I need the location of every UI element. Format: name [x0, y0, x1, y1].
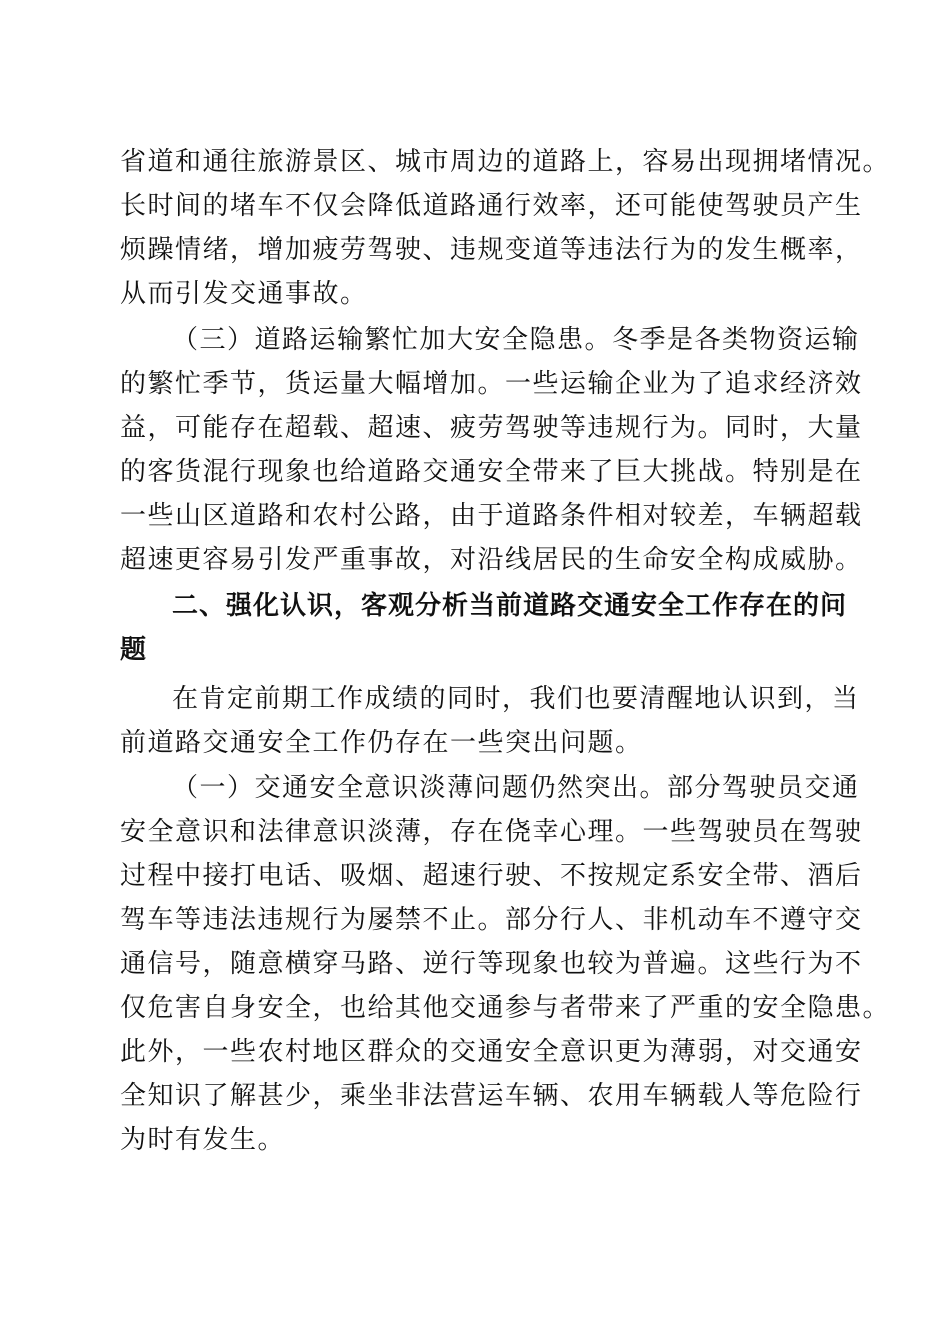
paragraph-line: （一）交通安全意识淡薄问题仍然突出。部分驾驶员交通 — [172, 773, 860, 803]
paragraph-line: 在肯定前期工作成绩的同时，我们也要清醒地认识到，当 — [172, 684, 860, 714]
paragraph-line: （三）道路运输繁忙加大安全隐患。冬季是各类物资运输 — [172, 325, 860, 355]
paragraph-line: 安全意识和法律意识淡薄，存在侥幸心理。一些驾驶员在驾驶 — [120, 817, 863, 847]
paragraph-line: 仅危害自身安全，也给其他交通参与者带来了严重的安全隐患。 — [120, 993, 891, 1023]
paragraph-line: 烦躁情绪，增加疲劳驾驶、违规变道等违法行为的发生概率， — [120, 235, 863, 265]
paragraph-line: 从而引发交通事故。 — [120, 279, 368, 309]
paragraph-line: 为时有发生。 — [120, 1125, 286, 1155]
paragraph-line: 前道路交通安全工作仍存在一些突出问题。 — [120, 728, 643, 758]
paragraph-line: 此外，一些农村地区群众的交通安全意识更为薄弱，对交通安 — [120, 1037, 863, 1067]
paragraph-congestion-continued — [120, 140, 891, 316]
heading-line: 题 — [120, 635, 148, 665]
paragraph-line: 全知识了解甚少，乘坐非法营运车辆、农用车辆载人等危险行 — [120, 1081, 863, 1111]
paragraph-line: 长时间的堵车不仅会降低道路通行效率，还可能使驾驶员产生 — [120, 191, 863, 221]
paragraph-line: 超速更容易引发严重事故，对沿线居民的生命安全构成威胁。 — [120, 545, 863, 575]
section-heading — [120, 584, 848, 672]
paragraph-line: 益，可能存在超载、超速、疲劳驾驶等违规行为。同时，大量 — [120, 413, 863, 443]
paragraph-line: 过程中接打电话、吸烟、超速行驶、不按规定系安全带、酒后 — [120, 861, 863, 891]
paragraph-line: 驾车等违法违规行为屡禁不止。部分行人、非机动车不遵守交 — [120, 905, 863, 935]
paragraph-line: 通信号，随意横穿马路、逆行等现象也较为普遍。这些行为不 — [120, 949, 863, 979]
paragraph-transport-busy — [120, 318, 863, 582]
paragraph-line: 的繁忙季节，货运量大幅增加。一些运输企业为了追求经济效 — [120, 369, 863, 399]
paragraph-safety-awareness — [120, 766, 891, 1162]
paragraph-intro-problems — [120, 677, 860, 765]
paragraph-line: 一些山区道路和农村公路，由于道路条件相对较差，车辆超载 — [120, 501, 863, 531]
paragraph-line: 省道和通往旅游景区、城市周边的道路上，容易出现拥堵情况。 — [120, 147, 891, 177]
heading-line: 二、强化认识，客观分析当前道路交通安全工作存在的问 — [172, 591, 848, 621]
paragraph-line: 的客货混行现象也给道路交通安全带来了巨大挑战。特别是在 — [120, 457, 863, 487]
